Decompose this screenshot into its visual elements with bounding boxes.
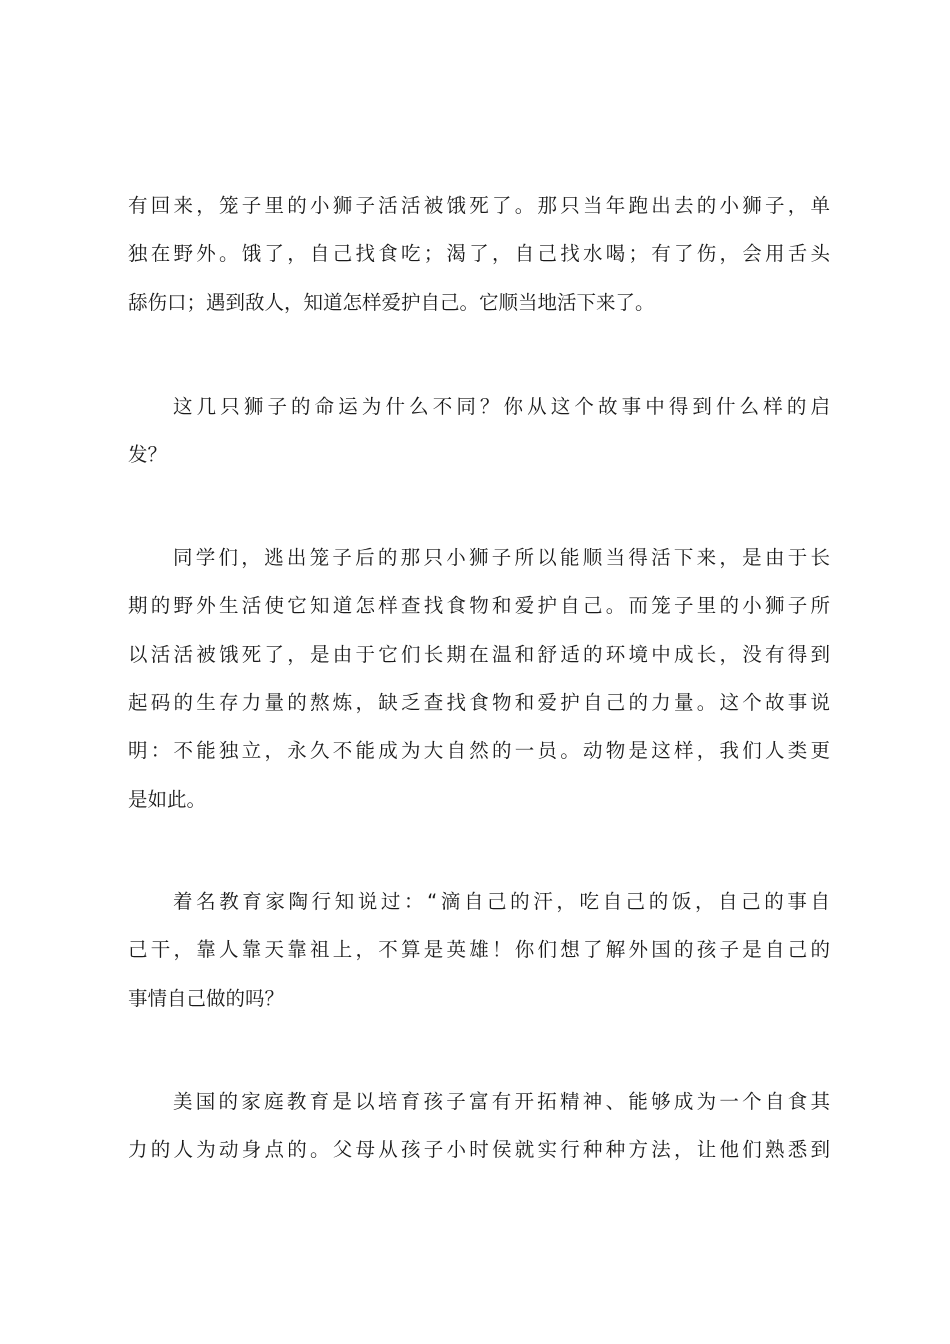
text-line: 己干，靠人靠天靠祖上，不算是英雄！你们想了解外国的孩子是自己的 bbox=[128, 938, 830, 961]
text-line: 事情自己做的吗？ bbox=[128, 987, 285, 1010]
text-line: 以活活被饿死了，是由于它们长期在温和舒适的环境中成长，没有得到 bbox=[128, 643, 830, 666]
text-line: 独在野外。饿了，自己找食吃；渴了，自己找水喝；有了伤，会用舌头 bbox=[128, 242, 830, 265]
text-line: 力的人为动身点的。父母从孩子小时侯就实行种种方法，让他们熟悉到 bbox=[128, 1138, 830, 1161]
text-line: 舔伤口；遇到敌人，知道怎样爱护自己。它顺当地活下来了。 bbox=[128, 291, 655, 314]
text-line: 着名教育家陶行知说过：“滴自己的汗，吃自己的饭，自己的事自 bbox=[173, 890, 830, 913]
text-line: 明：不能独立，永久不能成为大自然的一员。动物是这样，我们人类更 bbox=[128, 739, 830, 762]
text-line: 同学们，逃出笼子后的那只小狮子所以能顺当得活下来，是由于长 bbox=[173, 546, 830, 569]
text-line: 起码的生存力量的熬炼，缺乏查找食物和爱护自己的力量。这个故事说 bbox=[128, 691, 830, 714]
text-line: 美国的家庭教育是以培育孩子富有开拓精神、能够成为一个自食其 bbox=[173, 1090, 830, 1113]
text-line: 发？ bbox=[128, 443, 168, 466]
text-line: 这几只狮子的命运为什么不同？你从这个故事中得到什么样的启 bbox=[173, 395, 830, 418]
text-line: 有回来，笼子里的小狮子活活被饿死了。那只当年跑出去的小狮子，单 bbox=[128, 194, 830, 217]
text-line: 是如此。 bbox=[128, 788, 207, 811]
text-line: 期的野外生活使它知道怎样查找食物和爱护自己。而笼子里的小狮子所 bbox=[128, 594, 830, 617]
